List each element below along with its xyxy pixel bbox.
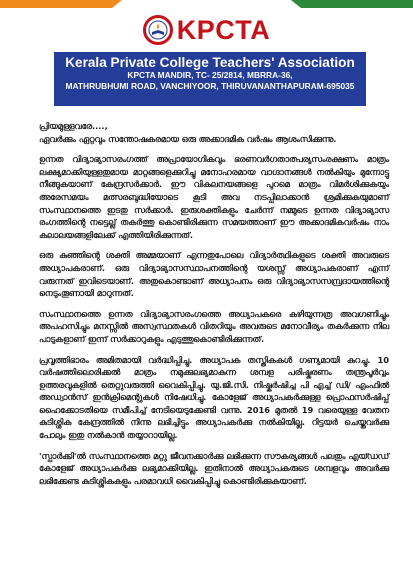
organization-name: Kerala Private College Teachers' Association bbox=[65, 55, 355, 70]
logo-row bbox=[0, 12, 413, 48]
address-line-2: MATHRUBHUMI ROAD, VANCHIYOOR, THIRUVANANTHAPURAM-695035 bbox=[65, 81, 355, 91]
green-stripe bbox=[301, 0, 413, 8]
saffron-stripe-tip bbox=[112, 0, 122, 8]
address-line-1: KPCTA MANDIR, TC- 25/2814, MBRRA-36, bbox=[127, 70, 293, 80]
book-torch-icon bbox=[148, 20, 168, 40]
paragraph-2: ഒരു കുഞ്ഞിന്റെ ശക്തി അമ്മയാണ് എന്നതുപോലെ വിദ്യാർത്ഥികളുടെ ശക്തി അവരുടെ അധ്യാപകരാണ്. ഒരു വിദ്യാഭ്യാസസ്ഥാപനത്തിന്റെ യശസ്സ് അധ്യാപകരാണ് എന്ന് വരുന്നത് ഇവിടെയാണ്. അതുകൊണ്ടാണ് അധ്യാപനം ഒരു വിദ്യാഭ്യാസസമ്പ്രദായത്തിന്റെ നെടുംതൂണായി മാറുന്നത്. bbox=[39, 250, 389, 299]
paragraph-4: പ്രവൃത്തിഭാരം അമിതമായി വർദ്ധിപ്പിച്ചു. അധ്യാപക തസ്തികകൾ ഗണ്യമായി കുറച്ചു. 10 വർഷത്തിലൊരിക്കൽ മാത്രം നമുക്കുലഭ്യമാകുന്ന ശമ്പള പരിഷ്കരണം തന്ത്രപൂർവ്വം ഉത്തരവുകളിൽ തെറ്റുവരുത്തി വൈകിപ്പിച്ചു. യു.ജി.സി. നിഷ്കർഷിച്ച പി എച്ച് ഡി/ എംഫിൽ അഡ്വാൻസ് ഇൻക്രിമെന്റുകൾ നിഷേധിച്ചു. കോളേജ് അധ്യാപകർക്കുള്ള പ്രൊഫസർഷിപ്പ് ഹൈക്കോടതിയെ സമീപിച്ച് നേടിയെടുക്കേണ്ടി വന്നു. 2016 മുതൽ 19 വരെയുള്ള വേതന കുടിശ്ശിക കേന്ദ്രത്തിൽ നിന്നു ലഭിച്ചിട്ടും അധ്യാപകർക്കു നൽകിയില്ല. റിട്ടയർ ചെയ്തവർക്കു പോലും ഇതു നൽകാൻ തയ്യാറായില്ല. bbox=[39, 354, 389, 441]
header-banner bbox=[54, 52, 366, 106]
letter-body bbox=[39, 120, 389, 495]
paragraph-5: 'സ്പാർക്കി'ൽ സംസ്ഥാനത്തെ മറ്റു ജീവനക്കാർക്കു ലഭിക്കുന്ന സൗകര്യങ്ങൾ പലതും എയ്ഡഡ് കോളേജ് അധ്യാപകർക്കു ലഭ്യമാക്കിയില്ല. ഇതിനാൽ അധ്യാപകരുടെ ശമ്പളവും അവർക്കു ലഭിക്കേണ്ട കുടിശ്ശികകളും പരമാവധി വൈകിപ്പിച്ചു കൊണ്ടിരിക്കുകയാണ്. bbox=[39, 450, 389, 486]
green-stripe-tip bbox=[291, 0, 301, 8]
paragraph-3: സംസ്ഥാനത്തെ ഉന്നത വിദ്യാഭ്യാസരംഗത്തെ അധ്യാപകരെ കഴിയുന്നത്ര അവഗണിച്ചും അപഹസിച്ചും മനസ്സിൽ അസ്വസ്ഥതകൾ വിതറിയും അവരുടെ മനോവീര്യം തകർക്കുന്ന നില പാടുകളാണ് ഇന്ന് സർക്കാറുകളും എടുത്തുകൊണ്ടിരിക്കുന്നത്. bbox=[39, 308, 389, 344]
paragraph-1: ഉന്നത വിദ്യാഭ്യാസരംഗത്ത് അപ്രായോഗികവും ഭരണവർഗതാത്പര്യസംരക്ഷണം മാത്രം ലക്ഷ്യമാക്കിയുള്ളതുമായ മാറ്റങ്ങളെക്കുറിച്ചു മനോഹരമായ വാഗ്ദാനങ്ങൾ നൽകിയും മുന്നോട്ടു നീങ്ങുകയാണ് കേന്ദ്രസർക്കാർ. ഈ വികലനയങ്ങളെ പുറമെ മാത്രം വിമർശിക്കുകയും അരേസമയം മത്സരബുദ്ധിയോടെ കൂടി അവ നടപ്പിലാക്കാൻ ശ്രമിക്കുകയുമാണ് സംസ്ഥാനത്തെ ഇടതു സർക്കാർ. ഇരുശക്തികളും ചേർന്ന് നമ്മുടെ ഉന്നത വിദ്യാഭ്യാസ രംഗത്തിന്റെ നട്ടെല്ല് തകർത്തു കൊണ്ടിരിക്കുന്ന സമയത്താണ് ഈ അക്കാദമികവർഷം നാം കലാലയങ്ങളിലേക്ക് എത്തിയിരിക്കുന്നത്. bbox=[39, 154, 389, 240]
saffron-stripe bbox=[0, 0, 112, 8]
salutation: പ്രിയമുള്ളവരേ...., bbox=[39, 121, 108, 131]
logo-text: KPCTA bbox=[176, 14, 271, 45]
kpcta-emblem-icon bbox=[143, 15, 173, 45]
greeting: ഏവർക്കും ഏറ്റവും സന്തോഷകരമായ ഒരു അക്കാദമിക വർഷം ആശംസിക്കുന്നു. bbox=[39, 133, 337, 144]
